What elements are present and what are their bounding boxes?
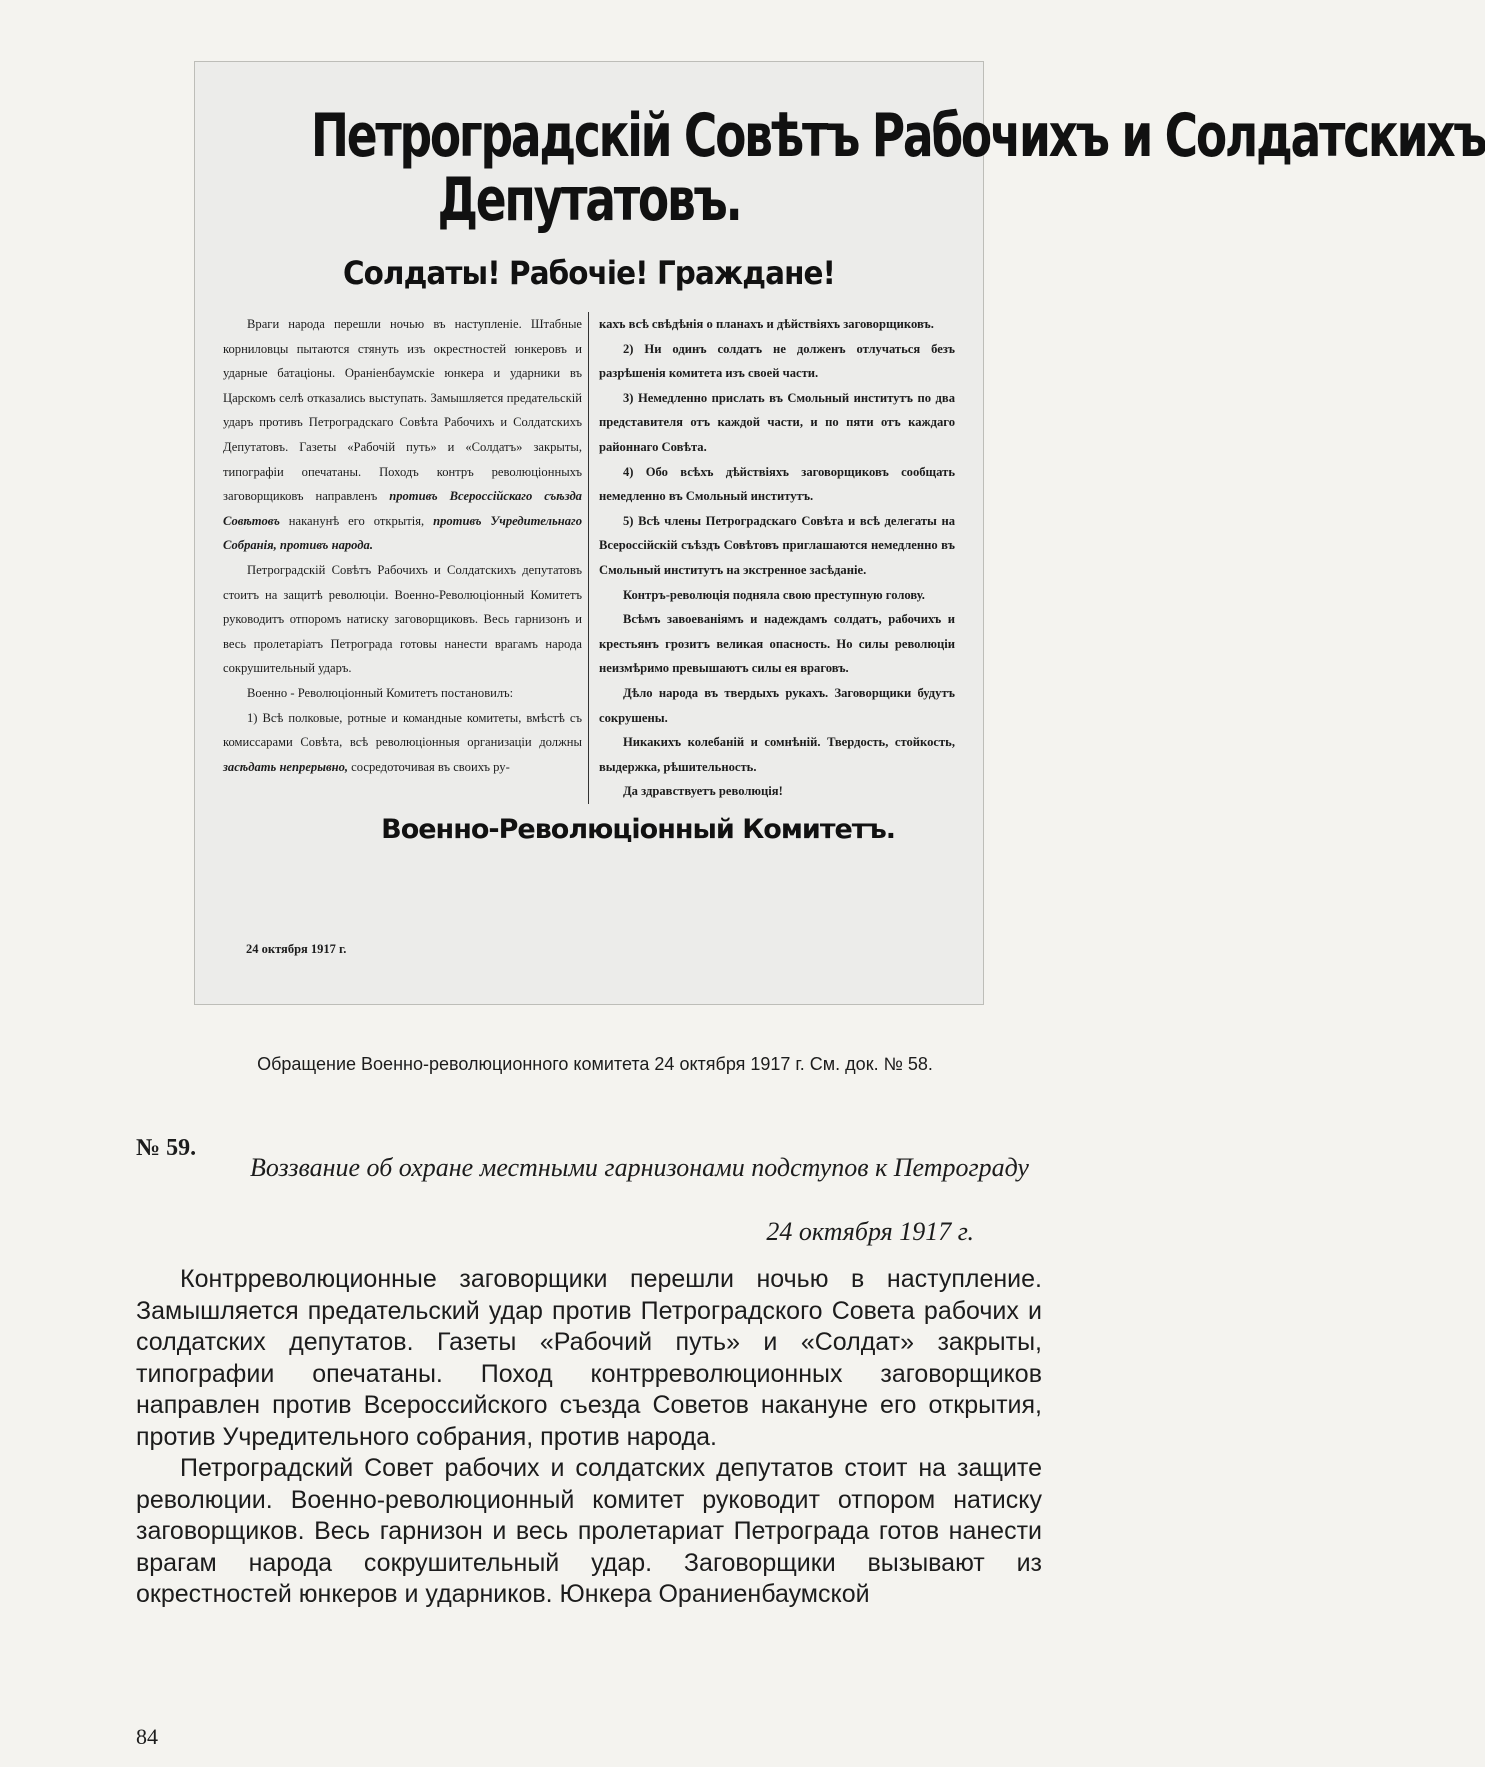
- figure-caption: Обращение Военно-революционного комитета 24 октября 1917 г. См. док. № 58.: [257, 1054, 933, 1074]
- leaflet-paragraph: 3) Немедленно прислать въ Смольный институтъ по два представителя отъ каждой части, и по пяти отъ каждаго районнаго Совѣта.: [599, 390, 955, 454]
- leaflet-signature: Военно-Революціонный Комитетъ.: [381, 813, 895, 845]
- leaflet-text: сосредоточивая въ своихъ ру-: [351, 759, 510, 774]
- leaflet-text: Враги народа перешли ночью въ наступленіе. Штабные корниловцы пытаются стянуть изъ окрестностей юнкеровъ и ударные батаціоны. Ораніенбаумскіе юнкера и ударники въ Царскомъ селѣ отказались выступать. Замышляется предательскій ударъ противъ Петроградскаго Совѣта Рабочихъ и Солдатскихъ Депутатовъ. Газеты «Рабочій путь» и «Солдатъ» закрыты, типографіи опечатаны. Походъ контръ революціонныхъ заговорщиковъ направленъ: [223, 317, 582, 504]
- document-number: № 59.: [136, 1135, 197, 1161]
- leaflet-paragraph: Военно - Революціонный Комитетъ постановилъ:: [247, 685, 514, 700]
- leaflet-paragraph: Да здравствуетъ революція!: [623, 784, 783, 799]
- document-title: Воззвание об охране местными гарнизонами подступов к Петрограду: [250, 1153, 1029, 1182]
- leaflet-emphasis: засѣдать непрерывно,: [223, 759, 349, 774]
- leaflet-heading-line1: Петроградскій Совѣтъ Рабочихъ и Солдатскихъ: [310, 101, 1485, 171]
- leaflet-text: 1) Всѣ полковые, ротные и командные комитеты, вмѣстѣ съ комиссарами Совѣта, всѣ революціонныя организаціи должны: [223, 710, 582, 750]
- leaflet-heading-line2: Депутатовъ.: [437, 165, 741, 235]
- leaflet-emphasis: противъ Всероссійскаго съѣзда Совѣтовъ: [223, 489, 582, 528]
- leaflet-paragraph: 5) Всѣ члены Петроградскаго Совѣта и всѣ делегаты на Всероссійскій съѣздъ Совѣтовъ приглашаются немедленно въ Смольный институтъ на экстренное засѣданіе.: [599, 513, 955, 577]
- leaflet-paragraph: 2) Ни одинъ солдатъ не долженъ отлучаться безъ разрѣшенія комитета изъ своей части.: [599, 341, 955, 381]
- leaflet-text: наканунѣ его открытія,: [288, 513, 425, 528]
- leaflet-paragraph: Дѣло народа въ твердыхъ рукахъ. Заговорщики будутъ сокрушены.: [599, 685, 955, 725]
- leaflet-paragraph: [223, 312, 582, 558]
- leaflet-emphasis: противъ Учредительнаго Собранія, противъ народа.: [223, 513, 582, 553]
- leaflet-paragraph: Никакихъ колебаній и сомнѣній. Твердость, стойкость, выдержка, рѣшительность.: [599, 735, 955, 774]
- leaflet-paragraph: кахъ всѣ свѣдѣнія о планахъ и дѣйствіяхъ заговорщиковъ.: [599, 317, 934, 331]
- leaflet-columns: [223, 312, 955, 804]
- document-body: [136, 1264, 1042, 1611]
- page-number: 84: [136, 1724, 158, 1749]
- leaflet-subheading: Солдаты! Рабочіе! Граждане!: [342, 254, 836, 292]
- document-date: 24 октября 1917 г.: [766, 1217, 974, 1246]
- leaflet-paragraph: 4) Обо всѣхъ дѣйствіяхъ заговорщиковъ сообщать немедленно въ Смольный институтъ.: [599, 464, 955, 504]
- leaflet-paragraph: Контръ-революція подняла свою преступную голову.: [623, 587, 925, 602]
- body-paragraph: Петроградский Совет рабочих и солдатских депутатов стоит на защите революции. Военно-революционный комитет руководит отпором натиску заговорщиков. Весь гарнизон и весь пролетариат Петрограда готов нанести врагам народа сокрушительный удар. Заговорщики вызывают из окрестностей юнкеров и ударников. Юнкера Ораниенбаумской: [136, 1454, 1042, 1608]
- leaflet-date: 24 октября 1917 г.: [246, 942, 347, 956]
- leaflet-paragraph: [223, 706, 582, 780]
- leaflet-paragraph: Петроградскій Совѣтъ Рабочихъ и Солдатскихъ депутатовъ стоитъ на защитѣ революціи. Военно-Революціонный Комитетъ руководитъ отпоромъ натиску заговорщиковъ. Весь гарнизонъ и весь пролетаріатъ Петрограда готовы нанести врагамъ народа сокрушительный ударъ.: [223, 562, 582, 676]
- leaflet-paragraph: Всѣмъ завоеваніямъ и надеждамъ солдатъ, рабочихъ и крестьянъ грозитъ великая опасность. Но силы революціи неизмѣримо превышаютъ силы ея враговъ.: [599, 612, 955, 676]
- leaflet-right-column: [589, 312, 955, 804]
- body-paragraph: Контрреволюционные заговорщики перешли ночью в наступление. Замышляется предательский удар против Петроградского Совета рабочих и солдатских депутатов. Газеты «Рабочий путь» и «Солдат» закрыты, типографии опечатаны. Поход контрреволюционных заговорщиков направлен против Всероссийского съезда Советов накануне его открытия, против Учредительного собрания, против народа.: [136, 1265, 1042, 1451]
- leaflet-left-column: [223, 312, 589, 804]
- leaflet-photo: [195, 62, 1485, 1004]
